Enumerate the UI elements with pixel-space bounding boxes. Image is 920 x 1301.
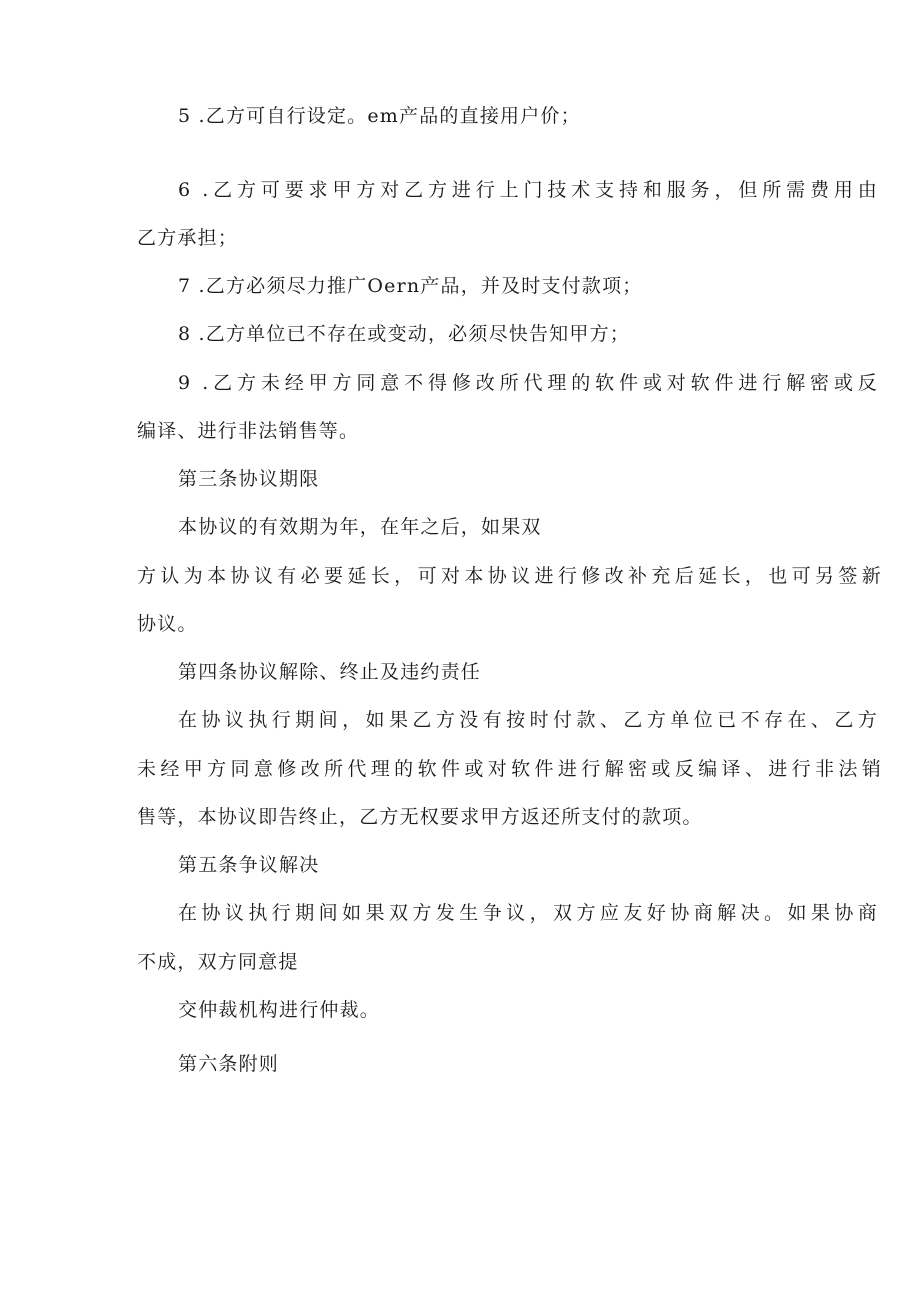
section-5-heading: 第五条争议解决 — [178, 854, 320, 876]
clause-5: 5 .乙方可自行设定。em产品的直接用户价； — [178, 105, 581, 127]
section-4-para-line-1: 在协议执行期间，如果乙方没有按时付款、乙方单位已不存在、乙方 — [178, 709, 878, 731]
section-3-para-line-2: 方认为本协议有必要延长，可对本协议进行修改补充后延长，也可另签新 — [137, 565, 882, 587]
clause-9-line-2: 编译、进行非法销售等。 — [137, 420, 360, 442]
section-4-para-line-3: 售等，本协议即告终止，乙方无权要求甲方返还所支付的款项。 — [137, 806, 703, 828]
section-4-para-line-2: 未经甲方同意修改所代理的软件或对软件进行解密或反编译、进行非法销 — [137, 758, 882, 780]
section-3-para-line-1: 本协议的有效期为年，在年之后，如果双 — [178, 516, 542, 538]
clause-6-line-1: 6 .乙方可要求甲方对乙方进行上门技术支持和服务，但所需费用由 — [178, 179, 878, 201]
clause-6-line-2: 乙方承担； — [137, 227, 239, 249]
clause-8: 8 .乙方单位已不存在或变动，必须尽快告知甲方； — [178, 323, 630, 345]
section-5-para-line-1: 在协议执行期间如果双方发生争议，双方应友好协商解决。如果协商 — [178, 902, 878, 924]
section-3-heading: 第三条协议期限 — [178, 468, 320, 490]
section-6-heading: 第六条附则 — [178, 1053, 280, 1075]
section-5-para-line-2: 不成，双方同意提 — [137, 951, 299, 973]
section-3-para-line-3: 协议。 — [137, 613, 198, 635]
section-4-heading: 第四条协议解除、终止及违约责任 — [178, 661, 482, 683]
section-5-para-line-3: 交仲裁机构进行仲裁。 — [178, 999, 381, 1021]
clause-9-line-1: 9 .乙方未经甲方同意不得修改所代理的软件或对软件进行解密或反 — [178, 372, 878, 394]
clause-7: 7 .乙方必须尽力推广Oern产品，并及时支付款项； — [178, 275, 643, 297]
